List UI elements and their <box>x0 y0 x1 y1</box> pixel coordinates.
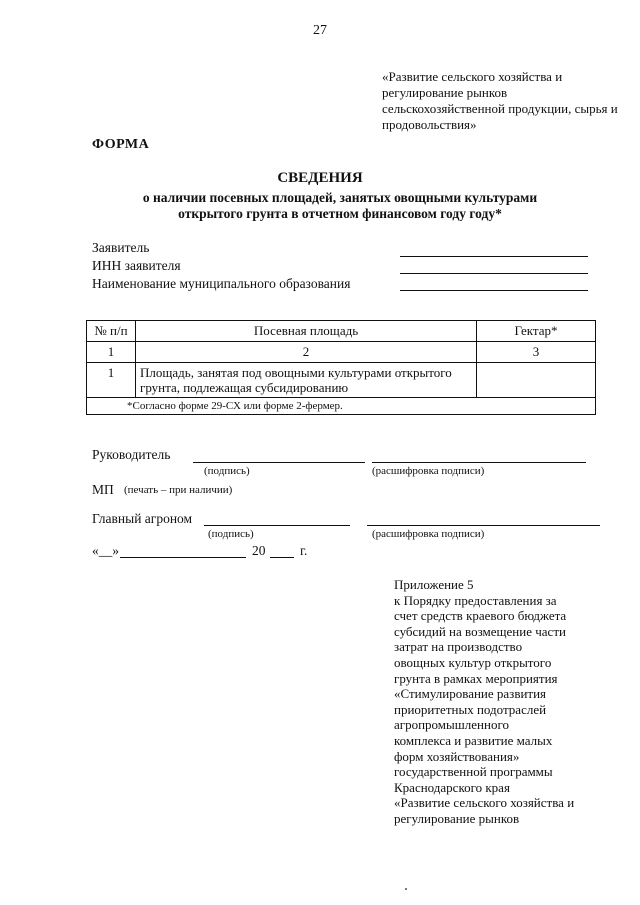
head-signature-line[interactable] <box>193 462 365 463</box>
document-title: СВЕДЕНИЯ <box>277 170 363 186</box>
row-area-description: Площадь, занятая под овощными культурами открытого грунта, подлежащая субсидированию <box>136 363 477 398</box>
appendix-line: «Стимулирование развития <box>394 686 547 702</box>
agronomist-signature-line[interactable] <box>204 525 350 526</box>
appendix-line: «Развитие сельского хозяйства и <box>394 795 575 811</box>
applicant-field[interactable] <box>400 256 588 257</box>
municipality-label: Наименование муниципального образования <box>92 276 351 291</box>
header-number: № п/п <box>87 321 136 342</box>
form-label: ФОРМА <box>92 137 150 152</box>
header-program-note: «Развитие сельского хозяйства и регулирование рынков сельскохозяйственной продукции, сырья и продовольствия» <box>382 69 618 132</box>
date-year-line[interactable] <box>270 557 294 558</box>
index-cell-3: 3 <box>477 342 596 363</box>
table-footnote-row <box>87 398 596 415</box>
stamp-note: (печать – при наличии) <box>124 484 233 496</box>
appendix-line: субсидий на возмещение части <box>394 623 566 639</box>
table-header-row <box>87 321 596 342</box>
agronomist-label: Главный агроном <box>92 511 193 526</box>
municipality-field[interactable] <box>400 290 588 291</box>
appendix-line: государственной программы <box>394 764 553 780</box>
appendix-line: овощных культур открытого <box>394 654 552 670</box>
head-signature-caption: (подпись) <box>204 465 250 477</box>
appendix-line: агропромышленного <box>394 717 509 733</box>
scan-speck <box>405 888 407 890</box>
table-index-row <box>87 342 596 363</box>
appendix-line: приоритетных подотраслей <box>394 701 547 717</box>
agronomist-decoding-caption: (расшифровка подписи) <box>372 528 485 540</box>
date-month-line[interactable] <box>120 557 246 558</box>
appendix-line: Краснодарского края <box>394 779 510 795</box>
head-decoding-line[interactable] <box>372 462 586 463</box>
header-hectares: Гектар* <box>477 321 596 342</box>
header-sown-area: Посевная площадь <box>136 321 477 342</box>
agronomist-decoding-line[interactable] <box>367 525 600 526</box>
sown-area-table <box>86 320 596 415</box>
date-day-month: «__» <box>92 543 119 558</box>
row-hectares-input[interactable] <box>477 363 596 398</box>
inn-label: ИНН заявителя <box>92 258 181 273</box>
table-footnote: *Согласно форме 29-СХ или форме 2-фермер. <box>87 398 596 415</box>
index-cell-2: 2 <box>136 342 477 363</box>
appendix-line: грунта в рамках мероприятия <box>394 670 558 686</box>
stamp-label: МП <box>92 482 114 497</box>
table-row <box>87 363 596 398</box>
applicant-label: Заявитель <box>92 240 150 255</box>
document-subtitle <box>90 190 590 222</box>
subtitle-line-2: открытого грунта в отчетном финансовом году году* <box>178 206 502 221</box>
date-year-prefix: 20 <box>252 543 266 558</box>
inn-field[interactable] <box>400 273 588 274</box>
page-number: 27 <box>313 23 327 38</box>
agronomist-signature-caption: (подпись) <box>208 528 254 540</box>
subtitle-line-1: о наличии посевных площадей, занятых овощными культурами <box>142 190 538 205</box>
appendix-line: комплекса и развитие малых <box>394 732 553 748</box>
index-cell-1: 1 <box>87 342 136 363</box>
appendix-line: к Порядку предоставления за <box>394 592 557 608</box>
head-label: Руководитель <box>92 447 171 462</box>
appendix-line: регулирование рынков <box>394 810 520 826</box>
date-year-suffix: г. <box>300 543 308 558</box>
head-decoding-caption: (расшифровка подписи) <box>372 465 485 477</box>
appendix-line: форм хозяйствования» <box>394 748 520 764</box>
row-number: 1 <box>87 363 136 398</box>
appendix-line: счет средств краевого бюджета <box>394 608 567 624</box>
appendix-line: Приложение 5 <box>394 577 474 592</box>
appendix-block <box>394 577 624 827</box>
appendix-line: затрат на производство <box>394 639 523 655</box>
